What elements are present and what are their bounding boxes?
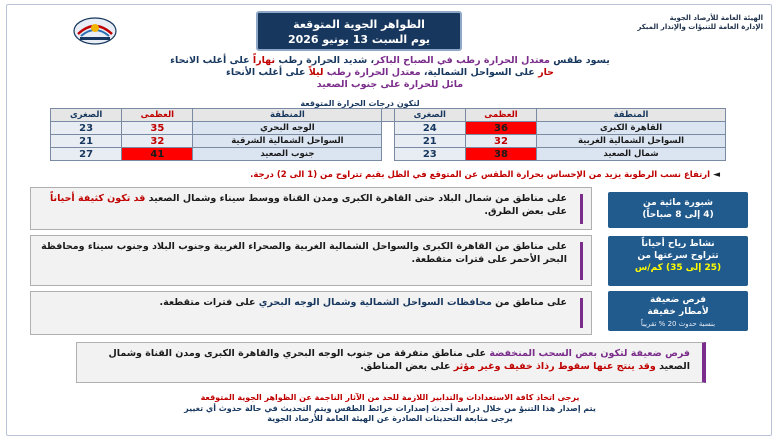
note-highlight: فرص ضعيفة لتكون بعض السحب المنخفضة bbox=[489, 348, 690, 359]
phenomenon-rain-box bbox=[30, 291, 592, 335]
ema-logo-icon bbox=[72, 14, 118, 46]
summary-text: يسود طقس bbox=[549, 55, 610, 66]
fog-tag bbox=[608, 192, 748, 228]
fog-tag-title: شبورة مائية من bbox=[642, 198, 714, 208]
header-max: العظمى bbox=[122, 109, 193, 122]
phenomenon-fog-text bbox=[39, 192, 567, 218]
accent-bar bbox=[580, 194, 583, 224]
humidity-note bbox=[70, 170, 720, 180]
table-gap bbox=[382, 135, 394, 148]
page-title: الظواهر الجوية المتوقعة bbox=[293, 18, 425, 31]
table-gap bbox=[382, 122, 394, 135]
table-gap bbox=[382, 109, 394, 122]
summary-highlight: مائل للحرارة على جنوب الصعيد bbox=[316, 79, 464, 90]
summary-line-3 bbox=[60, 79, 720, 91]
table-row bbox=[51, 135, 726, 148]
region-cell: القاهرة الكبرى bbox=[537, 122, 726, 135]
summary-highlight: ليلاً bbox=[308, 67, 324, 78]
summary-highlight: معتدل الحرارة رطب bbox=[323, 67, 421, 78]
arrow-left-icon: ◄ bbox=[713, 170, 720, 180]
table-row bbox=[51, 122, 726, 135]
low-clouds-note bbox=[76, 342, 706, 383]
wind-tag-value: (25 إلى 35) كم/س bbox=[634, 263, 722, 273]
min-temp-cell: 21 bbox=[394, 135, 465, 148]
accent-bar bbox=[580, 242, 583, 280]
org-line-2: الإدارة العامة للتنبؤات والإنذار المبكر bbox=[637, 23, 763, 31]
max-temp-cell: 32 bbox=[122, 135, 193, 148]
min-temp-cell: 27 bbox=[51, 148, 122, 161]
weather-summary bbox=[60, 55, 720, 91]
forecast-date: يوم السبت 13 يونيو 2026 bbox=[287, 33, 431, 46]
phenomenon-wind-box bbox=[30, 235, 592, 286]
rain-tag-detail: لأمطار خفيفة bbox=[647, 307, 709, 317]
note-text: على مناطق متفرقة من جنوب الوجه البحري والقاهرة الكبرى ومدن القناة وشمال الصعيد bbox=[108, 348, 690, 372]
min-temp-cell: 23 bbox=[51, 122, 122, 135]
header-region: المنطقة bbox=[193, 109, 382, 122]
region-cell: السواحل الشمالية الشرقية bbox=[193, 135, 382, 148]
phenomenon-text: على مناطق من شمال البلاد حتى القاهرة الكبرى ومدن القناة ووسط سيناء وشمال الصعيد bbox=[145, 193, 567, 204]
footer bbox=[60, 393, 720, 425]
region-cell: السواحل الشمالية الغربية bbox=[537, 135, 726, 148]
region-cell: شمال الصعيد bbox=[537, 148, 726, 161]
min-temp-cell: 23 bbox=[394, 148, 465, 161]
region-cell: الوجه البحري bbox=[193, 122, 382, 135]
min-temp-cell: 21 bbox=[51, 135, 122, 148]
summary-highlight: معتدل الحرارة رطب في الصباح الباكر bbox=[374, 55, 550, 66]
fog-tag-detail: (4 إلى 8 صباحاً) bbox=[642, 210, 714, 220]
header-max: العظمى bbox=[465, 109, 536, 122]
summary-highlight: حار bbox=[538, 67, 554, 78]
rain-tag-value: بنسبة حدوث 20 % تقريباً bbox=[640, 320, 716, 328]
summary-text: على أغلب الانحاء bbox=[170, 55, 253, 66]
temperature-table-header bbox=[51, 109, 726, 122]
phenomenon-fog-box bbox=[30, 187, 592, 230]
humidity-note-text: ارتفاع نسب الرطوبة يزيد من الإحساس بحرارة الطقس عن المتوقع في الظل بقيم تتراوح من (1 الى 2) درجة. bbox=[250, 170, 711, 180]
max-temp-cell: 41 bbox=[122, 148, 193, 161]
max-temp-cell: 35 bbox=[122, 122, 193, 135]
min-temp-cell: 24 bbox=[394, 122, 465, 135]
header-min: الصغرى bbox=[51, 109, 122, 122]
wind-tag-title: نشاط رياح أحياناً bbox=[641, 239, 715, 249]
title-box bbox=[256, 11, 462, 51]
phenomenon-text: على فترات متقطعة. bbox=[159, 297, 259, 308]
wind-tag-detail: تتراوح سرعتها من bbox=[637, 251, 719, 261]
note-text: على بعض المناطق. bbox=[360, 361, 454, 372]
phenomenon-text: على بعض الطرق. bbox=[484, 206, 567, 217]
max-temp-cell: 32 bbox=[465, 135, 536, 148]
summary-highlight: نهاراً bbox=[252, 55, 276, 66]
phenomenon-highlight: قد تكون كثيفة أحياناً bbox=[49, 193, 146, 204]
wind-tag bbox=[608, 236, 748, 286]
header-region: المنطقة bbox=[537, 109, 726, 122]
rain-tag bbox=[608, 291, 748, 331]
table-gap bbox=[382, 148, 394, 161]
rain-tag-title: فرص ضعيفة bbox=[649, 295, 707, 305]
summary-line-2 bbox=[60, 67, 720, 79]
summary-text: على أغلب الأنحاء bbox=[226, 67, 309, 78]
region-cell: جنوب الصعيد bbox=[193, 148, 382, 161]
max-temp-cell: 36 bbox=[465, 122, 536, 135]
summary-text: ، شديد الحرارة رطب bbox=[275, 55, 375, 66]
note-highlight: وقد ينتج عنها سقوط رذاذ خفيف وغير مؤثر bbox=[453, 361, 656, 372]
header-min: الصغرى bbox=[394, 109, 465, 122]
phenomenon-rain-text bbox=[39, 296, 567, 309]
max-temp-cell: 38 bbox=[465, 148, 536, 161]
phenomenon-text: على مناطق من القاهرة الكبرى والسواحل الشمالية الغربية والصحراء الغربية وجنوب البلاد وجنوب سيناء ومحافظة البحر الأحمر على فترات متقطعة. bbox=[41, 241, 567, 265]
temperature-caption: لتكون درجات الحرارة المتوقعة bbox=[300, 99, 420, 108]
summary-line-1 bbox=[60, 55, 720, 67]
footer-line-1: يرجى اتخاذ كافة الاستعدادات والتدابير اللازمة للحد من الآثار الناجمة عن الظواهر الجوية المتوقعة bbox=[200, 393, 580, 402]
temperature-table bbox=[50, 108, 726, 161]
phenomenon-highlight: محافظات السواحل الشمالية وشمال الوجه البحري bbox=[258, 297, 492, 308]
organization-name bbox=[583, 14, 763, 32]
phenomenon-text: على مناطق من bbox=[491, 297, 567, 308]
footer-line-2: يتم إصدار هذا التنبؤ من خلال دراسة أحدث إصدارات خرائط الطقس ويتم التحديث في حالة حدوث أي تغيير bbox=[184, 403, 596, 413]
footer-line-3: يرجى متابعة التحديثات الصادرة عن الهيئة العامة للأرصاد الجوية bbox=[267, 414, 513, 423]
org-line-1: الهيئة العامة للأرصاد الجوية bbox=[669, 14, 763, 22]
summary-text: على السواحل الشمالية، bbox=[420, 67, 539, 78]
table-row bbox=[51, 148, 726, 161]
phenomenon-wind-text bbox=[39, 240, 567, 266]
accent-bar bbox=[580, 298, 583, 328]
